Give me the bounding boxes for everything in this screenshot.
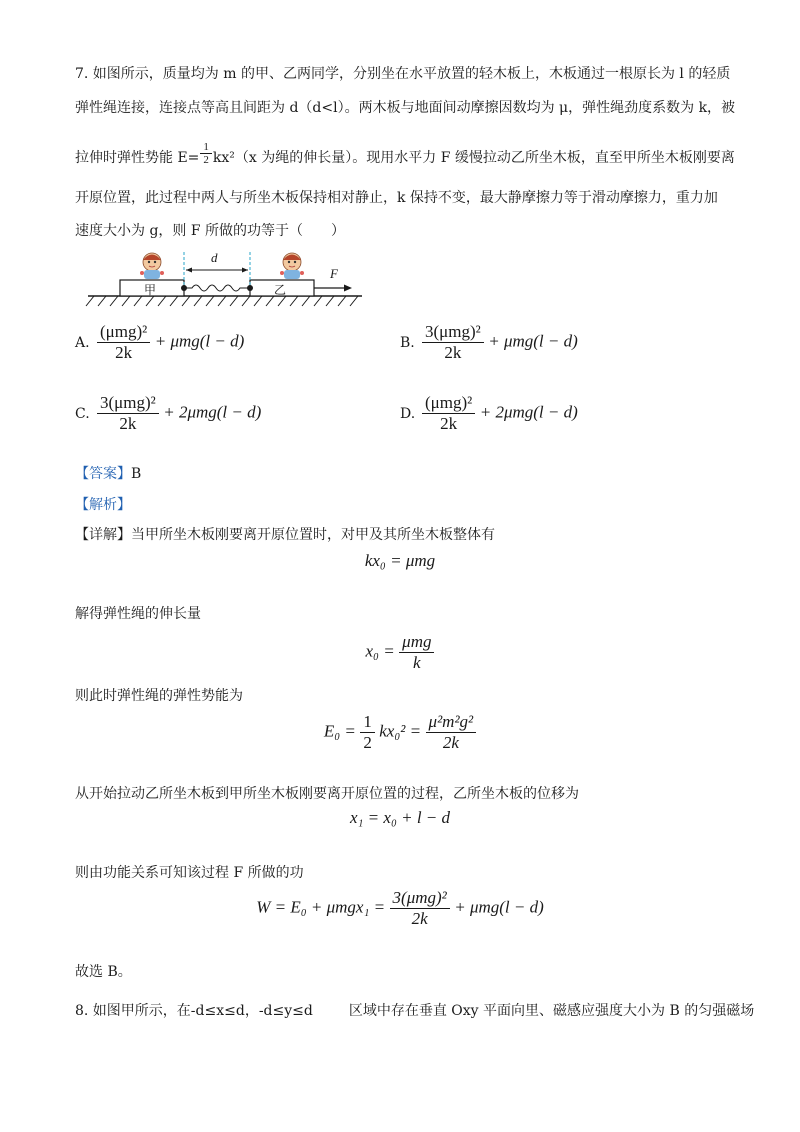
board-left-label: 甲	[144, 283, 157, 297]
text-4: 从开始拉动乙所坐木板到甲所坐木板刚要离开原位置的过程，乙所坐木板的位移为	[75, 786, 579, 802]
equation-4: x₁ = x₀ + l − d	[349, 808, 451, 827]
force-arrow-head	[344, 285, 352, 292]
q7-line-3	[75, 140, 735, 167]
option-b-tail: + μmg(l − d)	[488, 331, 578, 351]
q8-line-1	[75, 1000, 754, 1020]
equation-5: W = E₀ + μmgx₁ = $\frac{\text{3(μmg)²}}{2k}$ + μmg(l − d)	[256, 888, 544, 928]
ground-hatching	[86, 296, 358, 306]
option-c	[75, 393, 261, 434]
conclusion: 故选 B。	[75, 964, 132, 980]
option-c-tail: + 2μmg(l − d)	[163, 402, 262, 422]
option-d-tail: + 2μmg(l − d)	[479, 402, 578, 422]
option-a-fraction: $\frac{\text{(μmg)²}}{2k}$	[97, 322, 150, 363]
answer-line	[75, 463, 141, 483]
gap-label: d	[211, 250, 218, 265]
board-right-label: 乙	[274, 283, 287, 297]
q7-line-1: 7. 如图所示，质量均为 m 的甲、乙两同学，分别坐在水平放置的轻木板上，木板通过一根原长为 l 的轻质	[75, 66, 731, 82]
q8-line-1-a: 8. 如图甲所示，在-d≤x≤d，-d≤y≤d	[75, 1003, 313, 1019]
q7-line-3-a: 拉伸时弹性势能 E=	[75, 150, 200, 166]
half-fraction: $\frac{1}{2}$	[200, 141, 212, 166]
option-a-label: A.	[75, 334, 90, 351]
force-label: F	[330, 266, 338, 281]
person-left-icon	[140, 253, 164, 279]
detail-text: 当甲所坐木板刚要离开原位置时，对甲及其所坐木板整体有	[131, 527, 495, 543]
option-b-fraction: $\frac{\text{3(μmg)²}}{2k}$	[422, 322, 484, 363]
d-arrow-right	[242, 268, 248, 273]
text-3: 则此时弹性绳的弹性势能为	[75, 688, 243, 704]
person-right-icon	[280, 253, 304, 279]
equation-1: kx₀ = μmg	[364, 551, 436, 570]
text-2: 解得弹性绳的伸长量	[75, 606, 201, 622]
detail-line	[75, 524, 495, 544]
option-b	[400, 322, 578, 363]
q7-line-2: 弹性绳连接，连接点等高且间距为 d（d<l）。两木板与地面间动摩擦因数均为 μ，弹性绳劲度系数为 k，被	[75, 100, 736, 116]
d-arrow-left	[186, 268, 192, 273]
joint-left	[181, 285, 187, 291]
option-d-fraction: $\frac{\text{(μmg)²}}{2k}$	[422, 393, 475, 434]
q8-line-1-b: 区域中存在垂直 Oxy 平面向里、磁感应强度大小为 B 的匀强磁场	[348, 1003, 755, 1019]
q7-line-4: 开原位置，此过程中两人与所坐木板保持相对静止，k 保持不变，最大静摩擦力等于滑动摩擦力，重力加	[75, 190, 718, 206]
option-a	[75, 322, 244, 363]
detail-tag: 【详解】	[75, 527, 131, 543]
option-d-label: D.	[400, 405, 416, 422]
elastic-cord	[184, 285, 250, 291]
equation-2: x₀ = $\frac{\text{μmg}}{k}$	[0, 632, 800, 673]
equation-3: E₀ = $\frac{1}{2}$ kx₀² = $\frac{\text{μ²m²g²}}{2k}$	[0, 712, 800, 753]
answer-value: B	[131, 466, 142, 482]
q7-line-5: 速度大小为 g，则 F 所做的功等于（ ）	[75, 223, 346, 239]
option-a-tail: + μmg(l − d)	[154, 331, 245, 351]
analysis-tag: 【解析】	[75, 497, 131, 513]
text-5: 则由功能关系可知该过程 F 所做的功	[75, 865, 304, 881]
answer-tag: 【答案】	[75, 466, 131, 482]
option-c-fraction: $\frac{\text{3(μmg)²}}{2k}$	[97, 393, 159, 434]
option-d	[400, 393, 578, 434]
option-c-label: C.	[75, 405, 90, 422]
joint-right	[247, 285, 253, 291]
q7-line-3-b: kx²（x 为绳的伸长量）。现用水平力 F 缓慢拉动乙所坐木板，直至甲所坐木板刚要离	[212, 150, 735, 166]
option-b-label: B.	[400, 334, 415, 351]
